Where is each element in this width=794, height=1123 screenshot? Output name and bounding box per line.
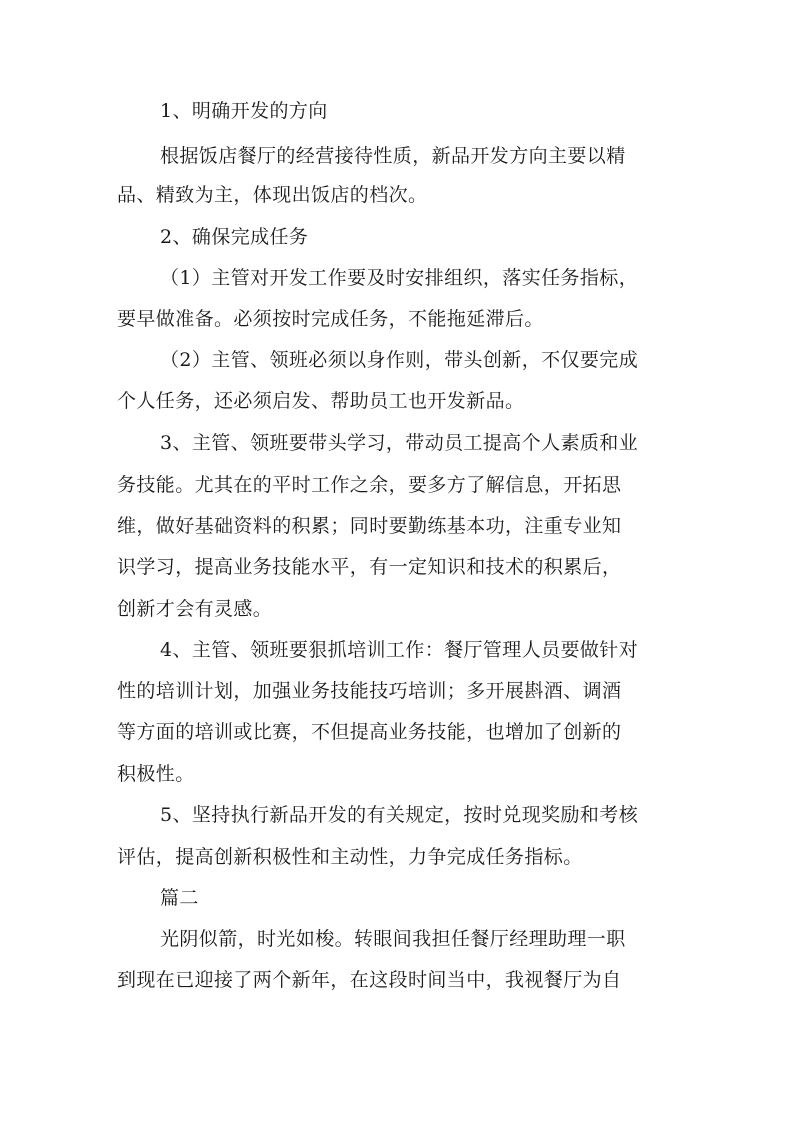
text-line: 维，做好基础资料的积累；同时要勤练基本功，注重专业知	[117, 515, 622, 537]
text-line: 创新才会有灵感。	[117, 598, 273, 620]
text-line: 要早做准备。必须按时完成任务，不能拖延滞后。	[117, 308, 544, 330]
text-line: 积极性。	[117, 763, 195, 785]
text-line: 个人任务，还必须启发、帮助员工也开发新品。	[117, 390, 525, 412]
text-line: 品、精致为主，体现出饭店的档次。	[117, 184, 428, 206]
text-line: 2、确保完成任务	[160, 226, 309, 248]
text-line: 性的培训计划，加强业务技能技巧培训；多开展斟酒、调酒	[117, 680, 622, 702]
section-heading: 篇二	[160, 887, 199, 909]
text-line: 1、明确开发的方向	[160, 100, 328, 122]
text-line: 识学习，提高业务技能水平，有一定知识和技术的积累后，	[117, 556, 622, 578]
text-line: （1）主管对开发工作要及时安排组织，落实任务指标，	[160, 267, 639, 289]
text-line: 5、坚持执行新品开发的有关规定，按时兑现奖励和考核	[160, 804, 639, 826]
text-line: 3、主管、领班要带头学习，带动员工提高个人素质和业	[160, 432, 639, 454]
text-line: 4、主管、领班要狠抓培训工作：餐厅管理人员要做针对	[160, 639, 639, 661]
text-line: 根据饭店餐厅的经营接待性质，新品开发方向主要以精	[160, 145, 626, 167]
text-line: 评估，提高创新积极性和主动性，力争完成任务指标。	[117, 846, 583, 868]
text-line: 到现在已迎接了两个新年，在这段时间当中，我视餐厅为自	[117, 969, 622, 991]
text-line: 光阴似箭，时光如梭。转眼间我担任餐厅经理助理一职	[160, 928, 626, 950]
text-line: 等方面的培训或比赛，不但提高业务技能，也增加了创新的	[117, 721, 622, 743]
text-line: （2）主管、领班必须以身作则，带头创新，不仅要完成	[160, 349, 639, 371]
text-line: 务技能。尤其在的平时工作之余，要多方了解信息，开拓思	[117, 474, 622, 496]
